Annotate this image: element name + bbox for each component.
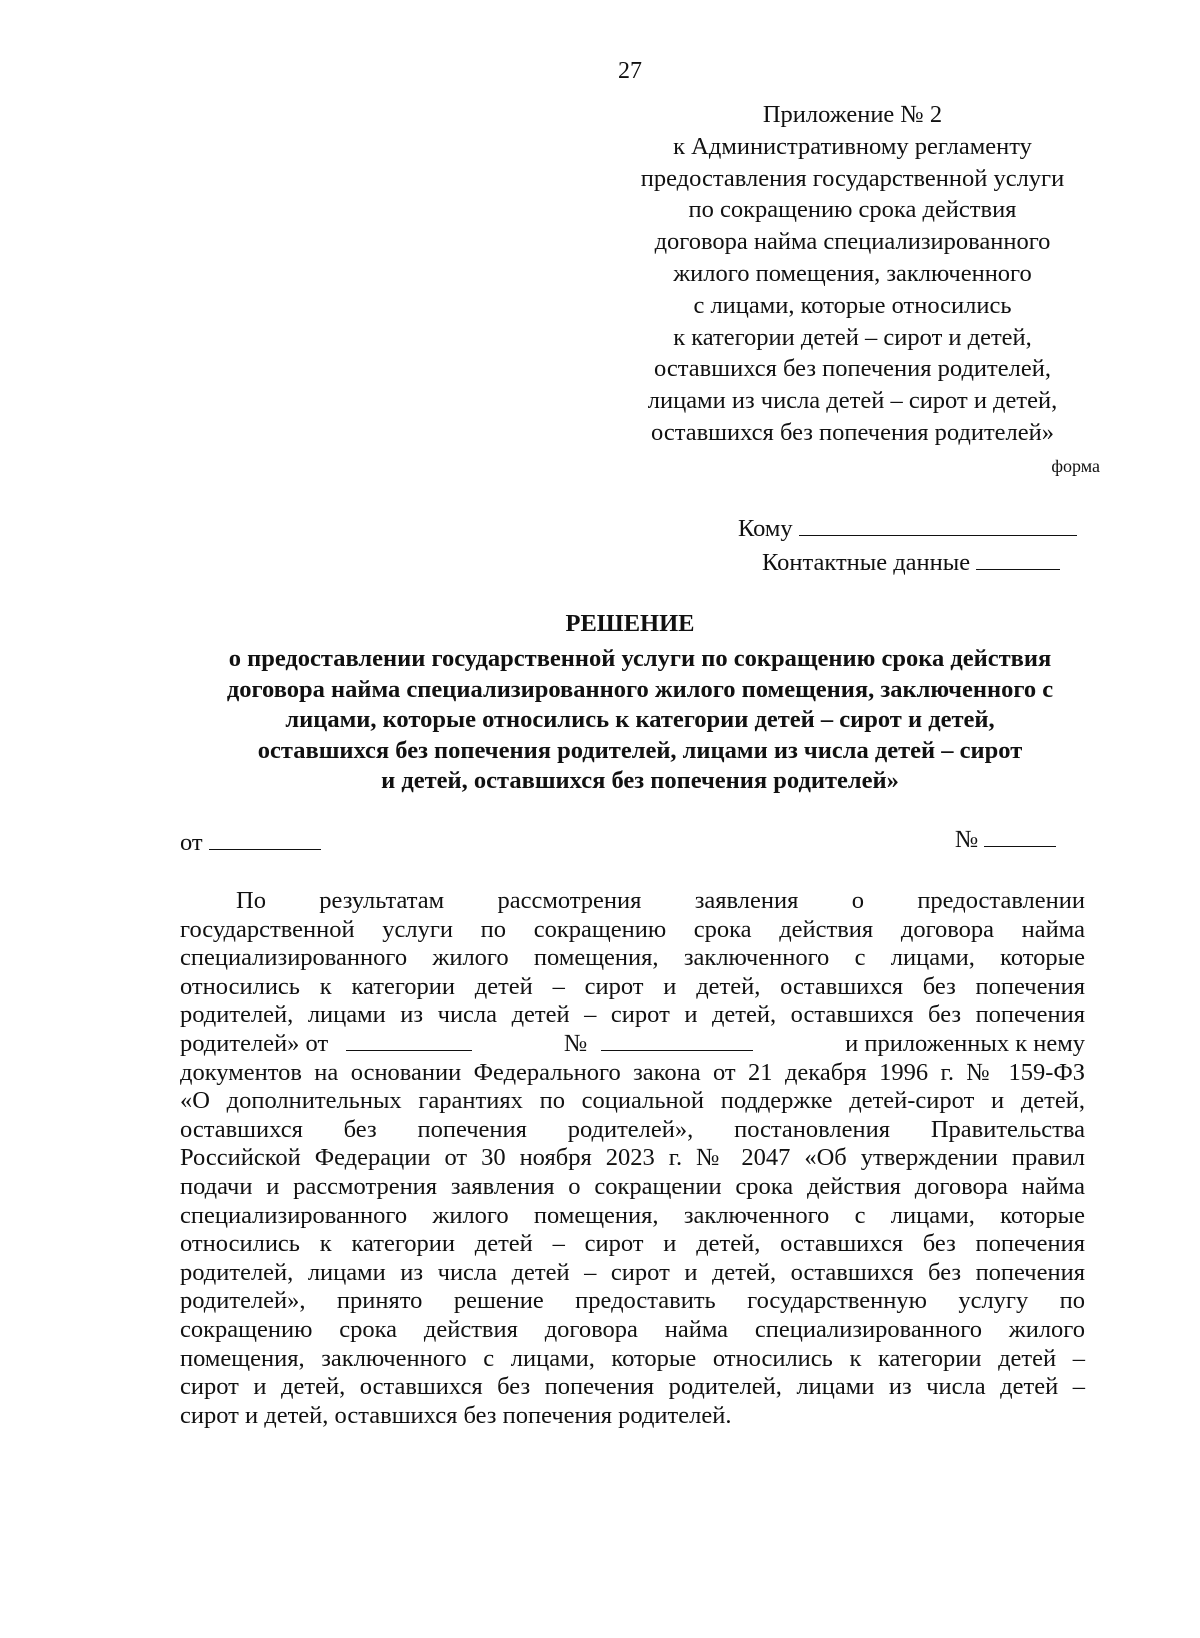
appendix-line: к категории детей – сирот и детей, bbox=[673, 323, 1032, 351]
decision-body bbox=[180, 887, 1085, 1430]
recipient-contact-label: Контактные данные bbox=[762, 549, 971, 576]
decision-subtitle-line: лицами, которые относились к категории детей – сирот и детей, bbox=[285, 706, 995, 733]
form-label: форма bbox=[1051, 456, 1100, 476]
ref-from-label: родителей» от bbox=[180, 1029, 329, 1057]
page-number: 27 bbox=[618, 58, 642, 84]
appendix-line: с лицами, которые относились bbox=[693, 291, 1012, 319]
body-line: государственной услуги по сокращению срока действия договора найма bbox=[180, 915, 1085, 943]
body-line: «О дополнительных гарантиях по социальной поддержке детей-сирот и детей, bbox=[180, 1087, 1085, 1115]
appendix-line: Приложение № 2 bbox=[762, 101, 943, 128]
appendix-line: лицами из числа детей – сирот и детей, bbox=[647, 387, 1058, 415]
ref-tail-text: и приложенных к нему bbox=[845, 1029, 1085, 1057]
date-field bbox=[180, 829, 321, 857]
application-number-blank bbox=[601, 1030, 753, 1051]
decision-subtitle-line: и детей, оставшихся без попечения родителей» bbox=[381, 767, 899, 794]
body-line: родителей», принято решение предоставить государственную услугу по bbox=[180, 1287, 1085, 1315]
recipient-contact-field bbox=[762, 549, 1060, 577]
body-line: документов на основании Федерального закона от 21 декабря 1996 г. № 159-ФЗ bbox=[180, 1058, 1085, 1086]
body-line: помещения, заключенного с лицами, которые относились к категории детей – bbox=[180, 1344, 1085, 1372]
number-label: № bbox=[955, 826, 979, 853]
recipient-contact-blank bbox=[976, 549, 1060, 570]
body-line: специализированного жилого помещения, заключенного с лицами, которые bbox=[180, 1201, 1085, 1229]
application-reference-line bbox=[180, 1030, 1085, 1059]
body-line: сирот и детей, оставшихся без попечения родителей, лицами из числа детей – bbox=[180, 1373, 1085, 1401]
recipient-to-label: Кому bbox=[738, 515, 793, 542]
application-date-segment bbox=[180, 1030, 472, 1059]
appendix-line: договора найма специализированного bbox=[654, 228, 1051, 256]
body-line: относились к категории детей – сирот и детей, оставшихся без попечения bbox=[180, 1230, 1085, 1258]
decision-title: РЕШЕНИЕ bbox=[565, 610, 695, 637]
application-number-segment bbox=[564, 1030, 753, 1059]
decision-subtitle-line: оставшихся без попечения родителей, лицами из числа детей – сирот bbox=[257, 736, 1023, 764]
decision-subtitle bbox=[160, 644, 1120, 797]
date-label: от bbox=[180, 829, 203, 856]
decision-subtitle-line: договора найма специализированного жилого помещения, заключенного с bbox=[226, 675, 1054, 703]
body-line: По результатам рассмотрения заявления о предоставлении bbox=[236, 887, 1085, 914]
date-blank bbox=[209, 829, 321, 850]
number-field bbox=[955, 826, 1056, 854]
recipient-to-field bbox=[738, 515, 1077, 543]
body-line: подачи и рассмотрения заявления о сокращении срока действия договора найма bbox=[180, 1172, 1085, 1200]
body-line: сирот и детей, оставшихся без попечения родителей. bbox=[180, 1401, 732, 1429]
body-line: родителей, лицами из числа детей – сирот и детей, оставшихся без попечения bbox=[180, 1258, 1085, 1286]
ref-number-label: № bbox=[563, 1029, 588, 1057]
body-line: специализированного жилого помещения, заключенного с лицами, которые bbox=[180, 944, 1085, 972]
body-line: сокращению срока действия договора найма специализированного жилого bbox=[180, 1315, 1085, 1343]
application-date-blank bbox=[346, 1030, 472, 1051]
body-line: оставшихся без попечения родителей», постановления Правительства bbox=[180, 1115, 1085, 1143]
body-line: относились к категории детей – сирот и детей, оставшихся без попечения bbox=[180, 972, 1085, 1000]
appendix-line: к Административному регламенту bbox=[673, 132, 1032, 160]
number-blank bbox=[984, 826, 1056, 847]
appendix-line: жилого помещения, заключенного bbox=[673, 259, 1032, 287]
body-line: Российской Федерации от 30 ноября 2023 г. № 2047 «Об утверждении правил bbox=[180, 1144, 1085, 1172]
decision-subtitle-line: о предоставлении государственной услуги по сокращению срока действия bbox=[228, 645, 1052, 672]
appendix-line: оставшихся без попечения родителей, bbox=[654, 355, 1051, 383]
body-line: родителей, лицами из числа детей – сирот и детей, оставшихся без попечения bbox=[180, 1001, 1085, 1029]
appendix-header bbox=[600, 99, 1105, 449]
appendix-line: предоставления государственной услуги bbox=[640, 164, 1065, 192]
recipient-to-blank bbox=[799, 515, 1077, 536]
appendix-line: оставшихся без попечения родителей» bbox=[650, 418, 1055, 446]
appendix-line: по сокращению срока действия bbox=[688, 196, 1017, 224]
